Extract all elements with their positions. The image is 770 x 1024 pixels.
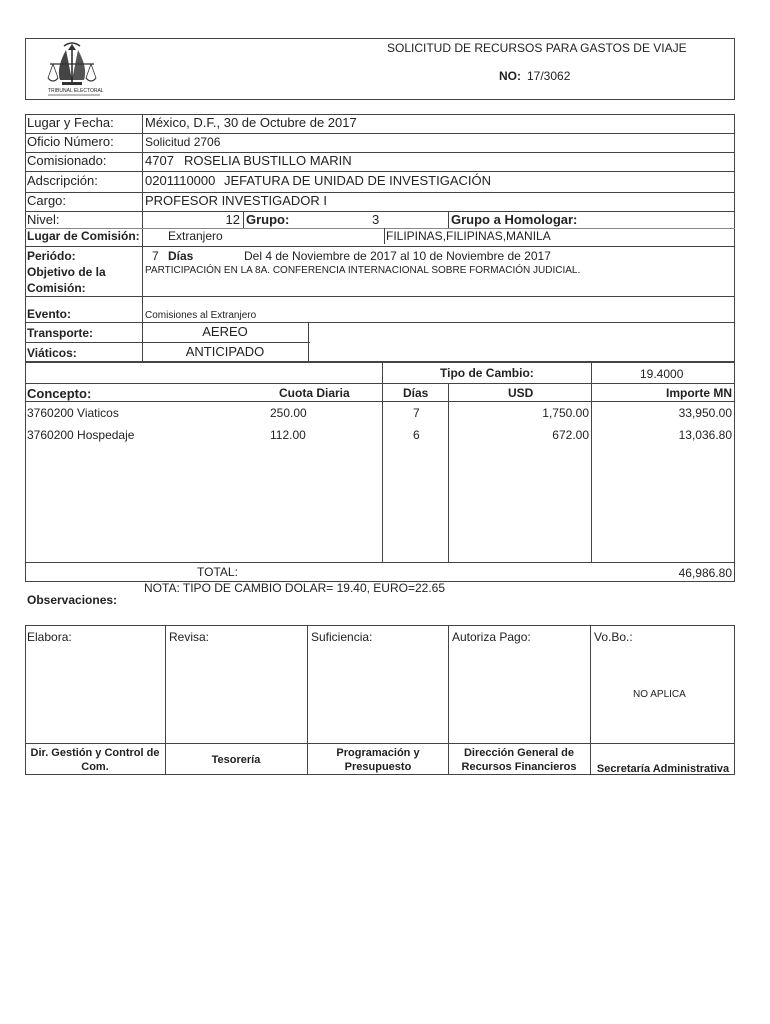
col-concepto: Concepto: [27,386,92,401]
adscripcion-name: JEFATURA DE UNIDAD DE INVESTIGACIÓN [224,173,492,188]
logo-caption: TRIBUNAL ELECTORAL [48,88,104,94]
periodo-dias-label: Días [168,249,194,263]
footer-dir-gestion-1: Dir. Gestión y Control de [30,747,160,759]
row-1-dias: 7 [413,406,420,420]
objetivo-value: PARTICIPACIÓN EN LA 8A. CONFERENCIA INTERNACIONAL SOBRE FORMACIÓN JUDICIAL. [145,265,581,276]
viaticos-label: Viáticos: [27,346,77,360]
footer-dir-gestion-2: Com. [81,761,109,773]
lugar-fecha-value: México, D.F., 30 de Octubre de 2017 [145,115,357,130]
viaticos-value: ANTICIPADO [185,344,265,359]
suficiencia-label: Suficiencia: [311,630,373,644]
elabora-label: Elabora: [27,630,72,644]
row-2-cuota: 112.00 [270,428,306,442]
evento-label: Evento: [27,307,72,321]
footer-tesoreria: Tesorería [211,754,261,766]
col-usd: USD [508,386,534,400]
total-value: 46,986.80 [678,566,732,580]
nivel-label: Nivel: [27,212,60,227]
tipo-cambio-value: 19.4000 [640,367,684,381]
row-2-usd: 672.00 [552,428,589,442]
vobo-label: Vo.Bo.: [594,630,633,644]
oficio-value: Solicitud 2706 [145,135,221,149]
col-dias: Días [403,386,429,400]
comisionado-label: Comisionado: [27,153,107,168]
footer-direccion-1: Dirección General de [463,747,575,759]
revisa-label: Revisa: [169,630,210,644]
tipo-cambio-label: Tipo de Cambio: [440,366,534,380]
nivel-value: 12 [225,212,240,227]
footer-secretaria: Secretaría Administrativa [596,763,730,775]
grupo-label: Grupo: [246,212,290,227]
homologar-label: Grupo a Homologar: [451,212,578,227]
row-2-dias: 6 [413,428,420,442]
transporte-value: AEREO [202,324,248,339]
comisionado-id: 4707 [145,153,174,168]
transporte-label: Transporte: [27,326,94,340]
nota: NOTA: TIPO DE CAMBIO DOLAR= 19.40, EURO=22.65 [144,581,445,595]
form-title: SOLICITUD DE RECURSOS PARA GASTOS DE VIAJE [387,41,687,55]
periodo-rango: Del 4 de Noviembre de 2017 al 10 de Noviembre de 2017 [244,249,551,263]
footer-programacion-1: Programación y [336,747,420,759]
lugar-comision-label: Lugar de Comisión: [27,229,140,243]
oficio-label: Oficio Número: [27,134,114,149]
logo-caption-sub [48,94,100,96]
adscripcion-label: Adscripción: [27,173,98,188]
no-value: 17/3062 [527,69,571,83]
lugar-comision-value: Extranjero [168,229,223,243]
row-2-concepto: 3760200 Hospedaje [27,428,135,442]
row-1-concepto: 3760200 Viaticos [27,406,119,420]
grupo-value: 3 [372,212,380,227]
destino-value: FILIPINAS,FILIPINAS,MANILA [386,229,551,243]
footer-programacion-2: Presupuesto [344,761,412,773]
row-1-usd: 1,750.00 [542,406,589,420]
total-label: TOTAL: [197,565,238,579]
cargo-label: Cargo: [27,193,67,208]
no-aplica: NO APLICA [633,689,686,700]
comisionado-name: ROSELIA BUSTILLO MARIN [184,153,352,168]
periodo-dias-num: 7 [152,249,159,263]
objetivo-label-1: Objetivo de la [27,265,106,279]
autoriza-label: Autoriza Pago: [452,630,531,644]
row-1-cuota: 250.00 [270,406,307,420]
evento-value: Comisiones al Extranjero [145,310,257,321]
no-label: NO: [499,69,521,83]
adscripcion-code: 0201110000 [145,173,216,188]
footer-direccion-2: Recursos Financieros [461,761,577,773]
row-1-importe: 33,950.00 [678,406,732,420]
cargo-value: PROFESOR INVESTIGADOR I [145,193,328,208]
lugar-fecha-label: Lugar y Fecha: [27,115,114,130]
observaciones-label: Observaciones: [27,593,118,607]
objetivo-label-2: Comisión: [27,281,86,295]
col-importe: Importe MN [666,386,732,400]
col-cuota: Cuota Diaria [279,386,350,400]
periodo-label: Periódo: [27,249,76,263]
row-2-importe: 13,036.80 [678,428,732,442]
